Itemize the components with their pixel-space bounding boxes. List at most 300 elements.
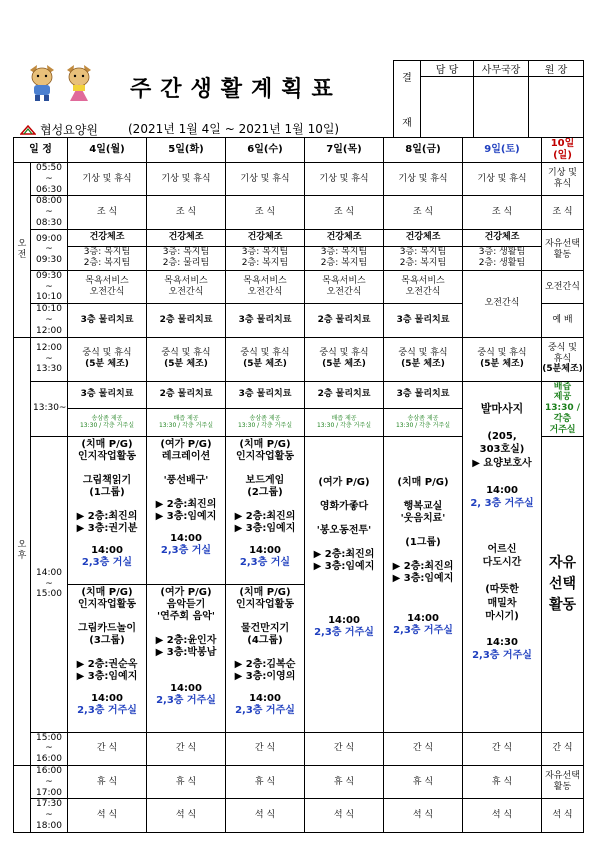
header-day-thu: 7일(목): [305, 138, 384, 163]
mon-line: [68, 463, 146, 475]
pt-1330-cell: 2층 물리치료: [305, 381, 384, 408]
team-line: 2층: 물리팀: [162, 258, 210, 269]
time-start: 09:00 ~: [36, 233, 62, 255]
wed-line: ▶ 3층:이영의: [234, 670, 296, 682]
snack-note-line: 배즙 제공: [331, 415, 357, 423]
thu-place: 2,3층 거주실: [314, 626, 374, 638]
sun-juice-line: 배즙: [553, 381, 572, 392]
physio-cell: 3층 물리치료: [384, 304, 463, 337]
breakfast-cell: 조 식: [226, 196, 305, 229]
rest-cell: 휴 식: [384, 765, 463, 798]
wed-time: 14:00: [249, 692, 281, 704]
lunch-line: (5분 체조): [243, 359, 287, 370]
wed-line: [226, 463, 304, 475]
team-line: 2층: 복지팀: [399, 258, 447, 269]
time-start: 08:00 ~: [36, 196, 62, 218]
mon-line: [68, 611, 146, 623]
wed-line: (치매 P/G): [239, 586, 291, 598]
mon-time: 14:00: [91, 692, 123, 704]
snack-note: [226, 409, 305, 437]
breakfast-cell: 조 식: [542, 196, 584, 229]
tue-program-a: [147, 436, 226, 584]
exercise-title: 건강체조: [384, 229, 463, 246]
fri-line: [384, 489, 462, 501]
thu-line: ▶ 2층:최진의: [313, 548, 375, 560]
dinner-cell: 석 식: [542, 799, 584, 832]
mon-program-b: [68, 584, 147, 732]
organization-logo-icon: [20, 124, 36, 136]
snack-note-line: 13:30 / 각층 거주실: [79, 422, 134, 430]
header-day-sun: 10일(일): [542, 138, 584, 163]
header-day-fri: 8일(금): [384, 138, 463, 163]
sun-rest-line: 활동: [553, 782, 572, 793]
page-title: 주간생활계획표: [130, 77, 342, 102]
thu-line: [305, 513, 383, 525]
wed-line: ▶ 2층:김복순: [234, 658, 296, 670]
pt-1330-cell: 2층 물리치료: [147, 381, 226, 408]
snack-cell: 간 식: [542, 732, 584, 765]
mon-time: 14:00: [91, 544, 123, 556]
mon-place: 2,3층 거실: [81, 556, 133, 568]
rest-cell: 휴 식: [463, 765, 542, 798]
sat-place: 2, 3층 거주실: [470, 498, 534, 510]
sun-rest-line: 자유선택: [545, 771, 580, 782]
pt-1330-cell: 3층 물리치료: [226, 381, 305, 408]
bath-line: 오전간식: [247, 286, 283, 297]
time-start: 10:10 ~: [36, 304, 62, 325]
wed-line: ▶ 3층:임예지: [234, 522, 296, 534]
bath-line: 오전간식: [405, 286, 441, 297]
bath-line: 목욕서비스: [243, 276, 287, 287]
breakfast-cell: 조 식: [68, 196, 147, 229]
bath-cell: [384, 270, 463, 303]
lunch-line: 중식 및 휴식: [398, 348, 448, 359]
pm-label: [14, 337, 31, 765]
wake-cell: 기상 및 휴식: [68, 163, 147, 196]
wed-line: [226, 647, 304, 659]
fri-line: '웃음치료': [400, 512, 446, 524]
bath-line: 목욕서비스: [322, 276, 366, 287]
time-slot: 13:30~: [31, 381, 68, 436]
snack-cell: 간 식: [463, 732, 542, 765]
sun-juice-line: 거주실: [549, 424, 576, 435]
dinner-cell: 석 식: [305, 799, 384, 832]
sun-juice-line: 제공: [553, 392, 572, 403]
tue-line: [147, 463, 225, 475]
time-start: 15:00 ~: [36, 732, 62, 754]
snack-cell: 간 식: [305, 732, 384, 765]
lunch-line: 중식 및 휴식: [319, 348, 369, 359]
tue-place: 2,3층 거실: [160, 544, 212, 556]
time-end: 17:00: [36, 787, 62, 798]
time-slot: [31, 229, 68, 270]
team-line: 3층: 복지팀: [320, 247, 368, 258]
thu-line: [305, 537, 383, 549]
wed-line: 물건만지기: [240, 622, 290, 634]
sat-line: ▶ 요양보호사: [472, 457, 532, 469]
exercise-teams: [463, 246, 542, 270]
snack-note: [384, 409, 463, 437]
team-line: 2층: 복지팀: [241, 258, 289, 269]
dinner-cell: 석 식: [384, 799, 463, 832]
rest-cell: 휴 식: [147, 765, 226, 798]
tue-line: ▶ 2층:최진의: [155, 498, 217, 510]
pm-label-2: 후: [17, 551, 27, 562]
time-end: 08:30: [36, 217, 62, 228]
schedule-period: (2021년 1월 4일 ~ 2021년 1월 10일): [128, 122, 340, 136]
snack-note-line: 13:30 / 각층 거주실: [237, 422, 292, 430]
time-slot: [31, 436, 68, 732]
tue-line: [147, 623, 225, 635]
wed-time: 14:00: [249, 544, 281, 556]
pt-1330-cell: 3층 물리치료: [68, 381, 147, 408]
mon-line: [68, 647, 146, 659]
mon-line: 인지작업활동: [78, 598, 136, 610]
snack-note: [147, 409, 226, 437]
lunch-line: 중식 및 휴식: [161, 348, 211, 359]
header-day-mon: 4일(월): [68, 138, 147, 163]
approval-header-director: 사무국장: [474, 61, 529, 77]
wake-cell: 기상 및 휴식: [463, 163, 542, 196]
time-start: 05:50 ~: [36, 163, 62, 184]
sat-line: (205,: [487, 430, 517, 442]
tue-place: 2,3층 거주실: [156, 694, 216, 706]
bath-cell: [147, 270, 226, 303]
team-line: 2층: 복지팀: [83, 258, 131, 269]
lunch-line: 중식 및 휴식: [477, 348, 527, 359]
thu-time: 14:00: [328, 614, 360, 626]
header-schedule: 일 정: [14, 138, 68, 163]
rest-cell: 휴 식: [305, 765, 384, 798]
mascot-logo-right: [64, 64, 94, 102]
tue-time: 14:00: [170, 532, 202, 544]
blank-cell: [14, 765, 31, 798]
tue-line: (여가 P/G): [160, 586, 212, 598]
sat-line: [463, 416, 541, 430]
sat-time: 14:30: [486, 636, 518, 648]
sat-line: 303호실): [479, 444, 525, 456]
fri-line: 행복교실: [403, 500, 443, 512]
weekly-schedule-table: [13, 137, 584, 833]
snack-cell: 간 식: [68, 732, 147, 765]
fri-time: 14:00: [407, 612, 439, 624]
header-day-sat: 9일(토): [463, 138, 542, 163]
approval-header-head: 원 장: [529, 61, 584, 77]
time-slot: [31, 337, 68, 381]
am-label-2: 전: [17, 249, 27, 260]
thu-line: (여가 P/G): [318, 476, 370, 488]
time-end: 09:30: [36, 255, 62, 266]
snack-cell: 간 식: [147, 732, 226, 765]
exercise-title: 건강체조: [305, 229, 384, 246]
sat-line: 매밀차: [487, 597, 517, 609]
fri-line: [384, 549, 462, 561]
mon-program-a: [68, 436, 147, 584]
wed-line: (치매 P/G): [239, 438, 291, 450]
sat-line: 발마사지: [480, 401, 524, 415]
physio-cell: 3층 물리치료: [68, 304, 147, 337]
lunch-line: (5분 체조): [322, 359, 366, 370]
wed-line: 인지작업활동: [236, 598, 294, 610]
wake-cell: 기상 및 휴식: [384, 163, 463, 196]
snack-note-line: 송삼좀 제공: [407, 415, 439, 423]
lunch-cell: [147, 337, 226, 381]
breakfast-cell: 조 식: [305, 196, 384, 229]
wed-line: 인지작업활동: [236, 450, 294, 462]
sat-line: [463, 570, 541, 584]
wake-cell: 기상 및 휴식: [147, 163, 226, 196]
fri-line: (치매 P/G): [397, 476, 449, 488]
header-day-wed: 6일(수): [226, 138, 305, 163]
lunch-line: (5분 체조): [401, 359, 445, 370]
snack-note-line: 13:30 / 각층 거주실: [158, 422, 213, 430]
sat-place: 2,3층 거주실: [472, 650, 532, 662]
rest-cell: 휴 식: [226, 765, 305, 798]
bath-line: 목욕서비스: [164, 276, 208, 287]
mon-place: 2,3층 거주실: [77, 704, 137, 716]
breakfast-cell: 조 식: [384, 196, 463, 229]
rest-cell: 휴 식: [68, 765, 147, 798]
time-end: 15:00: [36, 589, 62, 600]
blank-cell: [14, 799, 31, 832]
time-slot: [31, 196, 68, 229]
sun-pm-line: 활동: [548, 596, 577, 613]
sun-wake-line: 휴식: [553, 179, 572, 190]
bath-line: 목욕서비스: [401, 276, 445, 287]
time-end: 13:30: [36, 364, 62, 375]
tue-line: [147, 487, 225, 499]
wed-line: ▶ 2층:최진의: [234, 510, 296, 522]
approval-sign-head: [529, 77, 584, 138]
thu-line: 영화가좋다: [319, 500, 369, 512]
sun-lunch-line: 중식 및: [548, 342, 577, 353]
dinner-cell: 석 식: [463, 799, 542, 832]
mon-line: 인지작업활동: [78, 450, 136, 462]
mon-line: 그림책읽기: [82, 474, 132, 486]
time-start: 16:00 ~: [36, 765, 62, 787]
thu-line: ▶ 3층:임예지: [313, 560, 375, 572]
approval-sign-staff: [421, 77, 474, 138]
physio-cell: 3층 물리치료: [226, 304, 305, 337]
wed-place: 2,3층 거주실: [235, 704, 295, 716]
approval-side-label-top: 결: [402, 73, 412, 84]
dinner-cell: 석 식: [68, 799, 147, 832]
bath-line: 오전간식: [89, 286, 125, 297]
time-end: 12:00: [36, 325, 62, 336]
worship-cell: 예 배: [542, 304, 584, 337]
fri-line: ▶ 3층:임예지: [392, 572, 454, 584]
wed-line: [226, 499, 304, 511]
sun-lunch-line: (5분체조): [542, 364, 583, 375]
snack-note: [68, 409, 147, 437]
am-label: [14, 163, 31, 338]
tue-line: (여가 P/G): [160, 438, 212, 450]
wed-program-a: [226, 436, 305, 584]
time-start: 12:00 ~: [36, 342, 62, 364]
tue-line: 음악듣기: [166, 598, 206, 610]
mon-line: (치매 P/G): [81, 586, 133, 598]
sat-line: 어르신: [487, 543, 517, 555]
lunch-cell: [226, 337, 305, 381]
lunch-line: (5분 체조): [480, 359, 524, 370]
time-start: 14:00 ~: [36, 567, 62, 589]
time-slot: [31, 304, 68, 337]
time-end: 16:00: [36, 754, 62, 765]
bath-line: 오전간식: [168, 286, 204, 297]
sat-line: 다도시간: [482, 557, 522, 569]
mon-line: 그림카드놀이: [78, 622, 136, 634]
tue-line: ▶ 2층:윤인자: [155, 634, 217, 646]
exercise-teams: [147, 246, 226, 270]
thu-line: '봉오동전투': [316, 524, 372, 536]
lunch-cell: [384, 337, 463, 381]
wed-line: 보드게임: [245, 474, 285, 486]
snack-note: [305, 409, 384, 437]
sun-juice-cell: [542, 381, 584, 436]
bath-cell: [68, 270, 147, 303]
tue-line: '연주회 음악': [157, 610, 215, 622]
mon-line: (3그룹): [89, 634, 125, 646]
sat-line: (따뜻한: [485, 584, 519, 596]
sun-am-snack: 오전간식: [542, 270, 584, 303]
bath-line: 목욕서비스: [85, 276, 129, 287]
bath-cell: [305, 270, 384, 303]
tue-line: '풍선배구': [163, 474, 209, 486]
snack-note-line: 13:30 / 각층 거주실: [316, 422, 371, 430]
physio-cell: 2층 물리치료: [147, 304, 226, 337]
wed-program-b: [226, 584, 305, 732]
sun-juice-line: 13:30 /: [544, 403, 581, 414]
pm-label-1: 오: [17, 540, 27, 551]
exercise-teams: [226, 246, 305, 270]
breakfast-cell: 조 식: [147, 196, 226, 229]
sun-lunch-line: 휴식: [553, 353, 572, 364]
header-day-tue: 5일(화): [147, 138, 226, 163]
tue-program-b: [147, 584, 226, 732]
wake-cell: 기상 및 휴식: [305, 163, 384, 196]
fri-line: (1그룹): [405, 536, 441, 548]
sat-program-b: [463, 543, 541, 663]
snack-note-line: 배즙 제공: [173, 415, 199, 423]
mon-line: ▶ 3층:권기분: [76, 522, 138, 534]
time-start: 17:30 ~: [36, 799, 62, 821]
tue-time: 14:00: [170, 682, 202, 694]
snack-note-line: 13:30 / 각층 거주실: [395, 422, 450, 430]
wed-line: (2그룹): [247, 486, 283, 498]
lunch-cell: [463, 337, 542, 381]
tue-line: ▶ 3층:박봉남: [155, 646, 217, 658]
approval-side-label: [394, 61, 421, 138]
sun-free-activity: [542, 229, 584, 270]
wed-line: (4그룹): [247, 634, 283, 646]
team-line: 2층: 생활팀: [478, 258, 526, 269]
mascot-logo-left: [27, 64, 57, 102]
sun-pm-line: 자유: [548, 554, 577, 571]
exercise-teams: [384, 246, 463, 270]
time-slot: [31, 732, 68, 765]
tue-line: 레크레이션: [161, 450, 211, 462]
exercise-title: 건강체조: [68, 229, 147, 246]
snack-cell: 간 식: [226, 732, 305, 765]
bath-cell: [226, 270, 305, 303]
fri-program: [384, 436, 463, 732]
lunch-line: (5분 체조): [164, 359, 208, 370]
snack-note-line: 송삼좀 제공: [91, 415, 123, 423]
bath-line: 오전간식: [326, 286, 362, 297]
mon-line: ▶ 2층:권순옥: [76, 658, 138, 670]
physio-cell: 2층 물리치료: [305, 304, 384, 337]
time-slot: [31, 163, 68, 196]
time-slot: [31, 799, 68, 832]
approval-sign-director: [474, 77, 529, 138]
team-line: 2층: 복지팀: [320, 258, 368, 269]
snack-cell: 간 식: [384, 732, 463, 765]
sun-lunch-cell: [542, 337, 584, 381]
time-start: 09:30 ~: [36, 270, 62, 292]
team-line: 3층: 복지팀: [83, 247, 131, 258]
pt-1330-cell: 3층 물리치료: [384, 381, 463, 408]
mon-line: ▶ 3층:임예지: [76, 670, 138, 682]
mon-line: (1그룹): [89, 486, 125, 498]
mon-line: ▶ 2층:최진의: [76, 510, 138, 522]
fri-place: 2,3층 거주실: [393, 624, 453, 636]
exercise-teams: [68, 246, 147, 270]
sat-line: [463, 470, 541, 484]
lunch-cell: [305, 337, 384, 381]
sun-wake-cell: [542, 163, 584, 196]
approval-box: [393, 60, 584, 138]
sun-free-line: 활동: [553, 249, 572, 260]
snack-note-line: 송삼좀 제공: [249, 415, 281, 423]
sat-program-a: [463, 402, 541, 511]
sat-line: 마시기): [485, 611, 519, 623]
exercise-title: 건강체조: [463, 229, 542, 246]
sun-juice-line: 각층: [553, 413, 572, 424]
mon-line: [68, 499, 146, 511]
mon-line: (치매 P/G): [81, 438, 133, 450]
sun-wake-line: 기상 및: [548, 168, 577, 179]
sun-rest-cell: [542, 765, 584, 798]
wed-line: [226, 611, 304, 623]
approval-side-label-bottom: 재: [402, 118, 412, 129]
sun-free-line: 자유선택: [545, 238, 580, 249]
fri-line: [384, 525, 462, 537]
time-end: 06:30: [36, 184, 62, 195]
time-slot: [31, 765, 68, 798]
tue-line: ▶ 3층:임예지: [155, 510, 217, 522]
wed-place: 2,3층 거실: [239, 556, 291, 568]
wake-cell: 기상 및 휴식: [226, 163, 305, 196]
sat-pm-program: [463, 381, 542, 732]
team-line: 3층: 생활팀: [478, 247, 526, 258]
exercise-title: 건강체조: [147, 229, 226, 246]
thu-line: [305, 489, 383, 501]
exercise-teams: [305, 246, 384, 270]
sun-pm-line: 선택: [548, 575, 577, 592]
lunch-line: 중식 및 휴식: [82, 348, 132, 359]
lunch-line: 중식 및 휴식: [240, 348, 290, 359]
fri-line: ▶ 2층:최진의: [392, 560, 454, 572]
breakfast-cell: 조 식: [463, 196, 542, 229]
sun-pm-free: [542, 436, 584, 732]
dinner-cell: 석 식: [147, 799, 226, 832]
organization-name: 협성요양원: [40, 123, 98, 137]
time-end: 10:10: [36, 292, 62, 303]
lunch-cell: [68, 337, 147, 381]
exercise-title: 건강체조: [226, 229, 305, 246]
sat-am-snack: 오전간식: [463, 270, 542, 337]
dinner-cell: 석 식: [226, 799, 305, 832]
